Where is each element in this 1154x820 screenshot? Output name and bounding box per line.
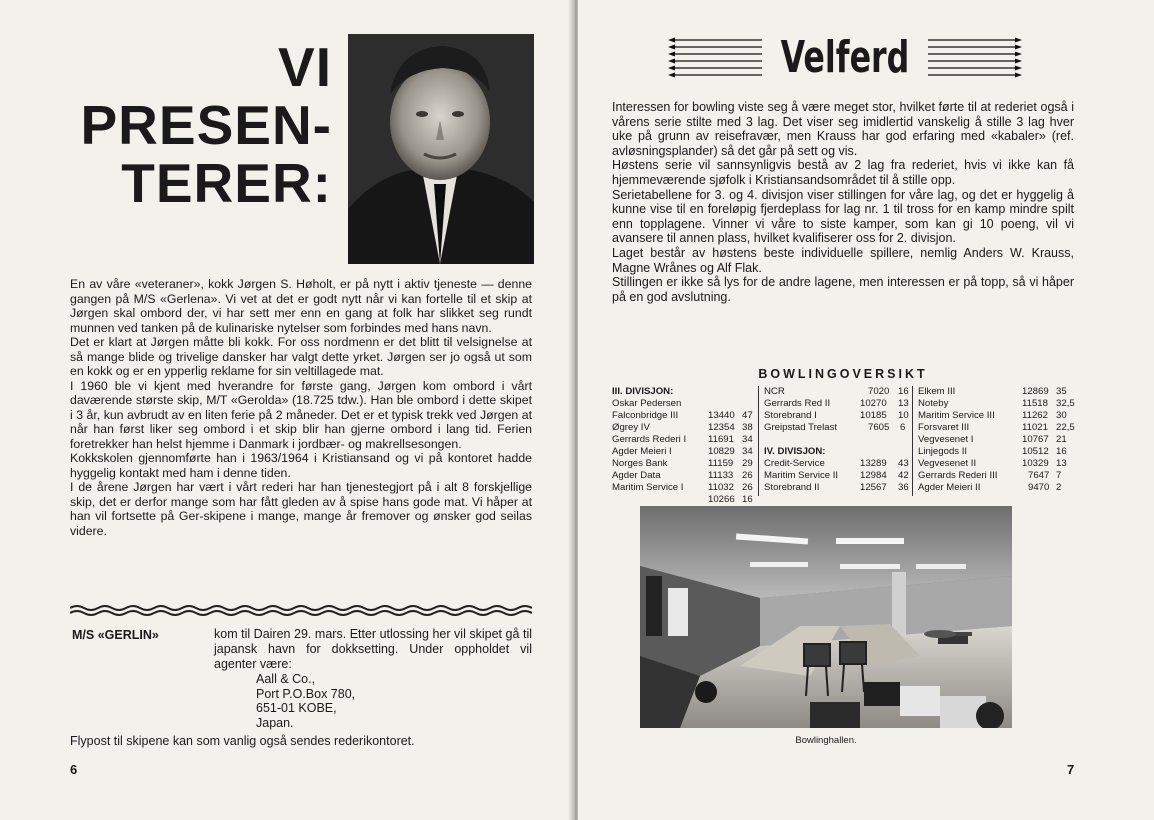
page-number-right: 7 <box>1067 762 1075 777</box>
table-row: Storebrand I 10185 10 <box>764 410 909 421</box>
table-row: Storebrand II 12567 36 <box>764 482 909 493</box>
portrait-photo <box>348 34 534 264</box>
table-row: Falconbridge III 13440 47 <box>612 410 753 421</box>
table-row: Noteby 11518 32,5 <box>918 398 1075 409</box>
agent-address <box>256 672 355 730</box>
bowling-table-title: BOWLINGOVERSIKT <box>758 367 928 381</box>
table-row <box>764 434 910 446</box>
table-row: Norges Bank 11159 29 <box>612 458 753 469</box>
article-body <box>70 277 532 538</box>
table-row: Agder Data 11133 26 <box>612 470 753 481</box>
address-line: 651-01 KOBE, <box>256 701 337 715</box>
column-divider <box>912 386 913 496</box>
address-line: Aall & Co., <box>256 672 316 686</box>
arrow-lines-right-icon <box>926 36 1022 82</box>
paragraph: Det er klart at Jørgen måtte bli kokk. For oss nordmenn er det blitt til velsignelse at så mange blide og trivelige dansker har valgt dette yrket. Jørgen ser jo også ut som en kokk og er en ypperlig reklame for sin veltillagede mat. <box>70 335 532 378</box>
table-row: Oskar Pedersen <box>612 398 682 409</box>
photo-caption: Bowlinghallen. <box>795 735 857 746</box>
table-row: Linjegods II 10512 16 <box>918 446 1067 457</box>
paragraph: En av våre «veteraner», kokk Jørgen S. Høholt, er på nytt i aktiv tjeneste — denne gangen på M/S «Gerlena». Vi vet at det er godt nytt når vi kan fortelle til et skip at Jørgen skal ombord der, vi har sett mer enn en gang at folk har slikket seg rundt munnen ved tanken på de kulinariske nytelser som forbindes med hans navn. <box>70 277 532 335</box>
table-row: Agder Meieri I 10829 34 <box>612 446 753 457</box>
table-row: Gerrards Red II 10270 13 <box>764 398 909 409</box>
paragraph: Interessen for bowling viste seg å være meget stor, hvilket førte til at rederiet også i vårens serie stilte med 3 lag. Det viser seg imidlertid vanskelig å stille 3 lag hver uke på grunn av reisefravær, men Krauss har god erfaring med «kabaler» (ref. avløsningsplander) så det går på sett og vis. <box>612 100 1074 158</box>
welfare-body <box>612 100 1074 304</box>
flypost-note: Flypost til skipene kan som vanlig også sendes rederikontoret. <box>70 734 415 748</box>
table-row: Maritim Service I 11032 26 <box>612 482 753 493</box>
division-3-column <box>612 386 758 505</box>
paragraph: Høstens serie vil sannsynligvis bestå av 2 lag fra rederiet, hvis vi ikke kan få hjemmeværende sjøfolk i Kristiansandsområdet til å stille opp. <box>612 158 1074 187</box>
address-line: Japan. <box>256 715 294 730</box>
division-column-3 <box>918 386 1074 494</box>
section-title: Velferd <box>780 32 910 83</box>
paragraph: Kokkskolen gjennomførte han i 1963/1964 i Kristiansand og vi på kontoret hadde hyggelig kontakt med ham i denne tiden. <box>70 451 532 480</box>
paragraph: Serietabellene for 3. og 4. divisjon viser stillingen for våre lag, og det er hyggelig å kunne vise til en foreløpig fjerdeplass for lag nr. 1 til tross for en kamp mindre spilt enn topplagene. Vinner vi våre to siste kamper, som kan gi 10 poeng, vil vi avansere til annen plass, hvilket kvalifiserer oss for 2. divisjon. <box>612 187 1074 246</box>
bowling-table <box>612 386 1075 505</box>
table-row: Vegvesenet I 10767 21 <box>918 434 1067 445</box>
division-4-column <box>764 386 910 494</box>
paragraph: Laget består av høstens beste individuelle spillere, nemlig Anders W. Krauss, Magne Wrånes og Alf Flak. <box>612 245 1074 275</box>
table-row: Øgrey IV 12354 38 <box>612 422 753 433</box>
section-banner <box>668 30 1022 86</box>
page-number-left: 6 <box>70 762 78 777</box>
paragraph: I 1960 ble vi kjent med hverandre for første gang, Jørgen kom ombord i vårt daværende største skip, M/T «Gerolda» (18.725 tdw.). Han ble ombord i dette skipet i 3 år, kun avbrudt av en liten ferie på 2 måneder. Det er et typisk trekk ved Jørgen at når han først liker seg ombord i et skip blir han gjerne ombord i lang tid. Ferien foretrekker han helst hjemme i Danmark i jordbær- og makrellsesongen. <box>70 378 532 451</box>
table-row: Vegvesenet II 10329 13 <box>918 458 1067 469</box>
headline-line: VI <box>278 36 332 98</box>
table-row: Forsvaret III 11021 22,5 <box>918 422 1075 433</box>
table-row: Gerrards Rederi III 7647 7 <box>918 470 1062 481</box>
table-row: Gerrards Rederi I 11691 34 <box>612 434 753 445</box>
paragraph: I de årene Jørgen har vært i vårt rederi har han tjenestegjort på i alt 8 forskjellige skip, det er derfor mange som har fått gleden av å spise hans gode mat. Vi håper at han vil fortsette på Ger-skipene i mange, mange år fremover og ønsker god seilas videre. <box>70 480 532 538</box>
division-header: IV. DIVISJON: <box>764 446 826 457</box>
headline-line: TERER: <box>121 152 332 214</box>
table-row: Agder Meieri II 9470 2 <box>918 482 1062 493</box>
column-divider <box>758 386 759 496</box>
table-row: Maritim Service II 12984 42 <box>764 470 909 481</box>
table-row: Credit-Service 13289 43 <box>764 458 909 469</box>
ship-name: M/S «GERLIN» <box>72 628 159 642</box>
paragraph: Stillingen er ikke så lys for de andre lagene, men interessen er på topp, så vi håper på en god avslutning. <box>612 275 1074 304</box>
ship-text: kom til Dairen 29. mars. Etter utlossing her vil skipet gå til japansk havn for dokksetting. Under oppholdet vil agenter være: <box>214 627 532 671</box>
address-line: Port P.O.Box 780, <box>256 686 356 701</box>
left-page <box>0 0 574 820</box>
bowling-hall-photo <box>640 506 1012 728</box>
headline <box>62 38 332 212</box>
wave-divider <box>70 603 532 617</box>
division-header: III. DIVISJON: <box>612 386 674 397</box>
table-row: Maritim Service III 11262 30 <box>918 410 1067 421</box>
table-row: Elkem III 12869 35 <box>918 386 1067 397</box>
table-row: NCR 7020 16 <box>764 386 909 397</box>
headline-line: PRESEN- <box>80 94 332 156</box>
table-row: 10266 16 <box>708 494 753 505</box>
table-row: Greipstad Trelast 7605 6 <box>764 422 906 433</box>
